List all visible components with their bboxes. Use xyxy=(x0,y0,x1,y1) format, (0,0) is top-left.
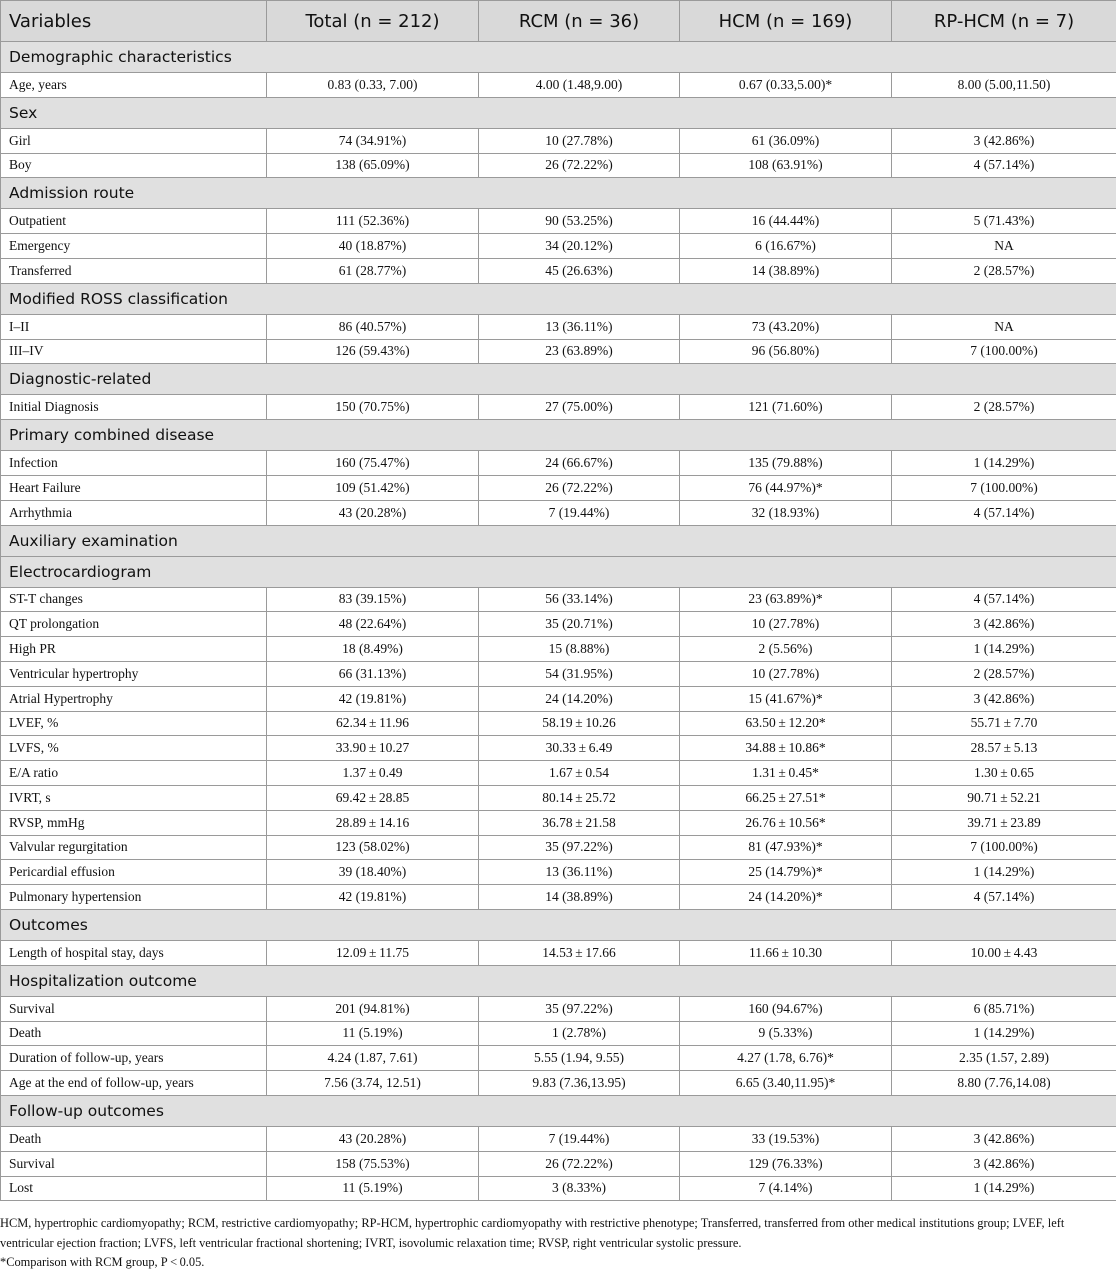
table-cell: 90.71 ± 52.21 xyxy=(892,785,1116,810)
table-cell: 61 (28.77%) xyxy=(267,258,479,283)
table-cell: 45 (26.63%) xyxy=(479,258,680,283)
table-cell: 0.83 (0.33, 7.00) xyxy=(267,73,479,98)
table-cell: 36.78 ± 21.58 xyxy=(479,810,680,835)
table-cell: 58.19 ± 10.26 xyxy=(479,711,680,736)
table-cell: 14 (38.89%) xyxy=(680,258,892,283)
table-row xyxy=(1,1126,1116,1151)
row-label: Emergency xyxy=(1,234,267,259)
row-label: Girl xyxy=(1,128,267,153)
column-header: Total (n = 212) xyxy=(267,1,479,42)
row-label: I–II xyxy=(1,314,267,339)
row-label: Death xyxy=(1,1126,267,1151)
table-row xyxy=(1,1071,1116,1096)
table-cell: 1 (14.29%) xyxy=(892,1021,1116,1046)
table-row xyxy=(1,761,1116,786)
table-cell: 83 (39.15%) xyxy=(267,587,479,612)
table-row xyxy=(1,1021,1116,1046)
table-cell: 1.31 ± 0.45* xyxy=(680,761,892,786)
table-row xyxy=(1,686,1116,711)
table-cell: 73 (43.20%) xyxy=(680,314,892,339)
row-label: Initial Diagnosis xyxy=(1,395,267,420)
section-header-row xyxy=(1,525,1116,556)
table-cell: 7 (19.44%) xyxy=(479,1126,680,1151)
table-cell: 35 (20.71%) xyxy=(479,612,680,637)
row-label: Age, years xyxy=(1,73,267,98)
section-title: Follow-up outcomes xyxy=(1,1095,1116,1126)
table-cell: 35 (97.22%) xyxy=(479,835,680,860)
row-label: QT prolongation xyxy=(1,612,267,637)
table-cell: 9.83 (7.36,13.95) xyxy=(479,1071,680,1096)
section-header-row xyxy=(1,42,1116,73)
section-title: Primary combined disease xyxy=(1,420,1116,451)
table-cell: 4 (57.14%) xyxy=(892,153,1116,178)
table-row xyxy=(1,395,1116,420)
table-cell: 3 (8.33%) xyxy=(479,1176,680,1201)
table-cell: 86 (40.57%) xyxy=(267,314,479,339)
table-row xyxy=(1,661,1116,686)
table-cell: 2.35 (1.57, 2.89) xyxy=(892,1046,1116,1071)
table-cell: 10 (27.78%) xyxy=(680,612,892,637)
table-cell: 40 (18.87%) xyxy=(267,234,479,259)
table-cell: 35 (97.22%) xyxy=(479,996,680,1021)
table-cell: 7 (100.00%) xyxy=(892,475,1116,500)
section-header-row xyxy=(1,965,1116,996)
table-cell: 7 (4.14%) xyxy=(680,1176,892,1201)
table-cell: 27 (75.00%) xyxy=(479,395,680,420)
table-cell: 33 (19.53%) xyxy=(680,1126,892,1151)
section-title: Outcomes xyxy=(1,909,1116,940)
table-cell: 33.90 ± 10.27 xyxy=(267,736,479,761)
table-cell: 5.55 (1.94, 9.55) xyxy=(479,1046,680,1071)
row-label: Death xyxy=(1,1021,267,1046)
section-title: Demographic characteristics xyxy=(1,42,1116,73)
table-cell: 24 (66.67%) xyxy=(479,451,680,476)
table-cell: 26 (72.22%) xyxy=(479,475,680,500)
table-row xyxy=(1,785,1116,810)
table-cell: 4.24 (1.87, 7.61) xyxy=(267,1046,479,1071)
section-header-row xyxy=(1,420,1116,451)
column-header: HCM (n = 169) xyxy=(680,1,892,42)
row-label: Age at the end of follow-up, years xyxy=(1,1071,267,1096)
table-row xyxy=(1,339,1116,364)
section-header-row xyxy=(1,556,1116,587)
table-cell: 160 (94.67%) xyxy=(680,996,892,1021)
table-cell: 1.30 ± 0.65 xyxy=(892,761,1116,786)
table-cell: 54 (31.95%) xyxy=(479,661,680,686)
table-cell: 108 (63.91%) xyxy=(680,153,892,178)
table-cell: 1 (14.29%) xyxy=(892,1176,1116,1201)
table-row xyxy=(1,612,1116,637)
table-row xyxy=(1,835,1116,860)
row-label: LVFS, % xyxy=(1,736,267,761)
table-row xyxy=(1,128,1116,153)
table-row xyxy=(1,73,1116,98)
table-cell: 28.89 ± 14.16 xyxy=(267,810,479,835)
table-cell: 6 (85.71%) xyxy=(892,996,1116,1021)
table-cell: 30.33 ± 6.49 xyxy=(479,736,680,761)
table-cell: 80.14 ± 25.72 xyxy=(479,785,680,810)
table-cell: 9 (5.33%) xyxy=(680,1021,892,1046)
table-cell: 74 (34.91%) xyxy=(267,128,479,153)
table-cell: 1 (14.29%) xyxy=(892,637,1116,662)
table-cell: 8.00 (5.00,11.50) xyxy=(892,73,1116,98)
table-cell: 10 (27.78%) xyxy=(680,661,892,686)
row-label: Lost xyxy=(1,1176,267,1201)
table-cell: 11 (5.19%) xyxy=(267,1176,479,1201)
table-cell: 4 (57.14%) xyxy=(892,587,1116,612)
row-label: Outpatient xyxy=(1,209,267,234)
table-cell: 24 (14.20%) xyxy=(479,686,680,711)
table-cell: 5 (71.43%) xyxy=(892,209,1116,234)
table-cell: 150 (70.75%) xyxy=(267,395,479,420)
table-cell: 26.76 ± 10.56* xyxy=(680,810,892,835)
table-cell: 81 (47.93%)* xyxy=(680,835,892,860)
table-cell: 4 (57.14%) xyxy=(892,500,1116,525)
table-cell: 42 (19.81%) xyxy=(267,686,479,711)
table-row xyxy=(1,587,1116,612)
table-cell: 2 (5.56%) xyxy=(680,637,892,662)
table-cell: 28.57 ± 5.13 xyxy=(892,736,1116,761)
row-label: Valvular regurgitation xyxy=(1,835,267,860)
table-cell: 11.66 ± 10.30 xyxy=(680,940,892,965)
table-cell: 7.56 (3.74, 12.51) xyxy=(267,1071,479,1096)
table-cell: 10 (27.78%) xyxy=(479,128,680,153)
table-cell: 126 (59.43%) xyxy=(267,339,479,364)
table-cell: 2 (28.57%) xyxy=(892,661,1116,686)
table-cell: 3 (42.86%) xyxy=(892,1151,1116,1176)
row-label: High PR xyxy=(1,637,267,662)
table-row xyxy=(1,810,1116,835)
table-row xyxy=(1,1046,1116,1071)
table-footnote xyxy=(0,1214,1112,1273)
section-header-row xyxy=(1,364,1116,395)
table-row xyxy=(1,475,1116,500)
section-title: Sex xyxy=(1,97,1116,128)
table-row xyxy=(1,1151,1116,1176)
table-row xyxy=(1,500,1116,525)
table-cell: 1 (14.29%) xyxy=(892,451,1116,476)
table-cell: 26 (72.22%) xyxy=(479,1151,680,1176)
table-cell: 76 (44.97%)* xyxy=(680,475,892,500)
table-cell: 3 (42.86%) xyxy=(892,686,1116,711)
row-label: ST-T changes xyxy=(1,587,267,612)
significance-note: *Comparison with RCM group, P < 0.05. xyxy=(0,1255,205,1269)
row-label: Infection xyxy=(1,451,267,476)
table-cell: 11 (5.19%) xyxy=(267,1021,479,1046)
table-cell: 66 (31.13%) xyxy=(267,661,479,686)
table-cell: 15 (41.67%)* xyxy=(680,686,892,711)
table-cell: NA xyxy=(892,234,1116,259)
table-cell: 55.71 ± 7.70 xyxy=(892,711,1116,736)
table-cell: 63.50 ± 12.20* xyxy=(680,711,892,736)
table-cell: 1.67 ± 0.54 xyxy=(479,761,680,786)
table-row xyxy=(1,153,1116,178)
table-cell: 66.25 ± 27.51* xyxy=(680,785,892,810)
table-cell: 32 (18.93%) xyxy=(680,500,892,525)
section-header-row xyxy=(1,178,1116,209)
table-cell: 0.67 (0.33,5.00)* xyxy=(680,73,892,98)
table-row xyxy=(1,860,1116,885)
row-label: III–IV xyxy=(1,339,267,364)
table-cell: 48 (22.64%) xyxy=(267,612,479,637)
table-cell: 129 (76.33%) xyxy=(680,1151,892,1176)
section-title: Diagnostic-related xyxy=(1,364,1116,395)
table-cell: 39 (18.40%) xyxy=(267,860,479,885)
section-header-row xyxy=(1,97,1116,128)
row-label: Transferred xyxy=(1,258,267,283)
table-cell: 1.37 ± 0.49 xyxy=(267,761,479,786)
row-label: IVRT, s xyxy=(1,785,267,810)
table-row xyxy=(1,451,1116,476)
table-cell: 62.34 ± 11.96 xyxy=(267,711,479,736)
table-cell: 23 (63.89%) xyxy=(479,339,680,364)
abbreviations-note: HCM, hypertrophic cardiomyopathy; RCM, restrictive cardiomyopathy; RP-HCM, hypertrophic cardiomyopathy with restrictive phenotype; Transferred, transferred from other medical institutions group; LVEF, left ventricular ejection fraction; LVFS, left ventricular fractional shortening; IVRT, isovolumic relaxation time; RVSP, right ventricular systolic pressure. xyxy=(0,1216,1065,1250)
row-label: LVEF, % xyxy=(1,711,267,736)
table-cell: 4.00 (1.48,9.00) xyxy=(479,73,680,98)
column-header: RCM (n = 36) xyxy=(479,1,680,42)
row-label: Survival xyxy=(1,1151,267,1176)
table-cell: 160 (75.47%) xyxy=(267,451,479,476)
table-cell: 4.27 (1.78, 6.76)* xyxy=(680,1046,892,1071)
section-title: Electrocardiogram xyxy=(1,556,1116,587)
section-header-row xyxy=(1,909,1116,940)
row-label: Length of hospital stay, days xyxy=(1,940,267,965)
table-cell: 138 (65.09%) xyxy=(267,153,479,178)
table-row xyxy=(1,637,1116,662)
row-label: Heart Failure xyxy=(1,475,267,500)
table-cell: 4 (57.14%) xyxy=(892,885,1116,910)
table-cell: 111 (52.36%) xyxy=(267,209,479,234)
table-cell: 1 (2.78%) xyxy=(479,1021,680,1046)
column-header: Variables xyxy=(1,1,267,42)
table-cell: 158 (75.53%) xyxy=(267,1151,479,1176)
table-row xyxy=(1,209,1116,234)
table-row xyxy=(1,996,1116,1021)
table-cell: 61 (36.09%) xyxy=(680,128,892,153)
table-body xyxy=(1,42,1116,1201)
table-cell: 6.65 (3.40,11.95)* xyxy=(680,1071,892,1096)
table-cell: 135 (79.88%) xyxy=(680,451,892,476)
table-cell: 24 (14.20%)* xyxy=(680,885,892,910)
table-row xyxy=(1,736,1116,761)
section-title: Admission route xyxy=(1,178,1116,209)
table-cell: 34.88 ± 10.86* xyxy=(680,736,892,761)
table-cell: 121 (71.60%) xyxy=(680,395,892,420)
row-label: Arrhythmia xyxy=(1,500,267,525)
table-row xyxy=(1,885,1116,910)
table-cell: 23 (63.89%)* xyxy=(680,587,892,612)
section-title: Modified ROSS classification xyxy=(1,283,1116,314)
section-header-row xyxy=(1,283,1116,314)
section-title: Hospitalization outcome xyxy=(1,965,1116,996)
row-label: Boy xyxy=(1,153,267,178)
table-row xyxy=(1,234,1116,259)
table-cell: 3 (42.86%) xyxy=(892,612,1116,637)
table-cell: 3 (42.86%) xyxy=(892,1126,1116,1151)
table-cell: 3 (42.86%) xyxy=(892,128,1116,153)
table-cell: 6 (16.67%) xyxy=(680,234,892,259)
table-cell: 201 (94.81%) xyxy=(267,996,479,1021)
table-cell: 2 (28.57%) xyxy=(892,258,1116,283)
table-cell: 10.00 ± 4.43 xyxy=(892,940,1116,965)
table-cell: NA xyxy=(892,314,1116,339)
table-cell: 25 (14.79%)* xyxy=(680,860,892,885)
row-label: Ventricular hypertrophy xyxy=(1,661,267,686)
table-cell: 42 (19.81%) xyxy=(267,885,479,910)
table-cell: 96 (56.80%) xyxy=(680,339,892,364)
table-cell: 7 (100.00%) xyxy=(892,339,1116,364)
table-header-row xyxy=(1,1,1116,42)
section-title: Auxiliary examination xyxy=(1,525,1116,556)
table-cell: 7 (100.00%) xyxy=(892,835,1116,860)
table-cell: 14 (38.89%) xyxy=(479,885,680,910)
table-row xyxy=(1,1176,1116,1201)
row-label: Pulmonary hypertension xyxy=(1,885,267,910)
section-header-row xyxy=(1,1095,1116,1126)
row-label: RVSP, mmHg xyxy=(1,810,267,835)
table-cell: 26 (72.22%) xyxy=(479,153,680,178)
table-cell: 43 (20.28%) xyxy=(267,1126,479,1151)
table-row xyxy=(1,711,1116,736)
row-label: E/A ratio xyxy=(1,761,267,786)
table-row xyxy=(1,258,1116,283)
table-row xyxy=(1,314,1116,339)
table-cell: 39.71 ± 23.89 xyxy=(892,810,1116,835)
table-cell: 18 (8.49%) xyxy=(267,637,479,662)
table-cell: 56 (33.14%) xyxy=(479,587,680,612)
row-label: Duration of follow-up, years xyxy=(1,1046,267,1071)
row-label: Survival xyxy=(1,996,267,1021)
table-cell: 13 (36.11%) xyxy=(479,314,680,339)
table-cell: 15 (8.88%) xyxy=(479,637,680,662)
column-header: RP-HCM (n = 7) xyxy=(892,1,1116,42)
table-cell: 90 (53.25%) xyxy=(479,209,680,234)
table-cell: 1 (14.29%) xyxy=(892,860,1116,885)
table-cell: 69.42 ± 28.85 xyxy=(267,785,479,810)
row-label: Atrial Hypertrophy xyxy=(1,686,267,711)
table-cell: 7 (19.44%) xyxy=(479,500,680,525)
row-label: Pericardial effusion xyxy=(1,860,267,885)
table-cell: 13 (36.11%) xyxy=(479,860,680,885)
table-row xyxy=(1,940,1116,965)
table-cell: 8.80 (7.76,14.08) xyxy=(892,1071,1116,1096)
table-cell: 16 (44.44%) xyxy=(680,209,892,234)
table-cell: 43 (20.28%) xyxy=(267,500,479,525)
table-cell: 34 (20.12%) xyxy=(479,234,680,259)
table-cell: 14.53 ± 17.66 xyxy=(479,940,680,965)
table-cell: 123 (58.02%) xyxy=(267,835,479,860)
table-cell: 109 (51.42%) xyxy=(267,475,479,500)
table-cell: 12.09 ± 11.75 xyxy=(267,940,479,965)
table-cell: 2 (28.57%) xyxy=(892,395,1116,420)
